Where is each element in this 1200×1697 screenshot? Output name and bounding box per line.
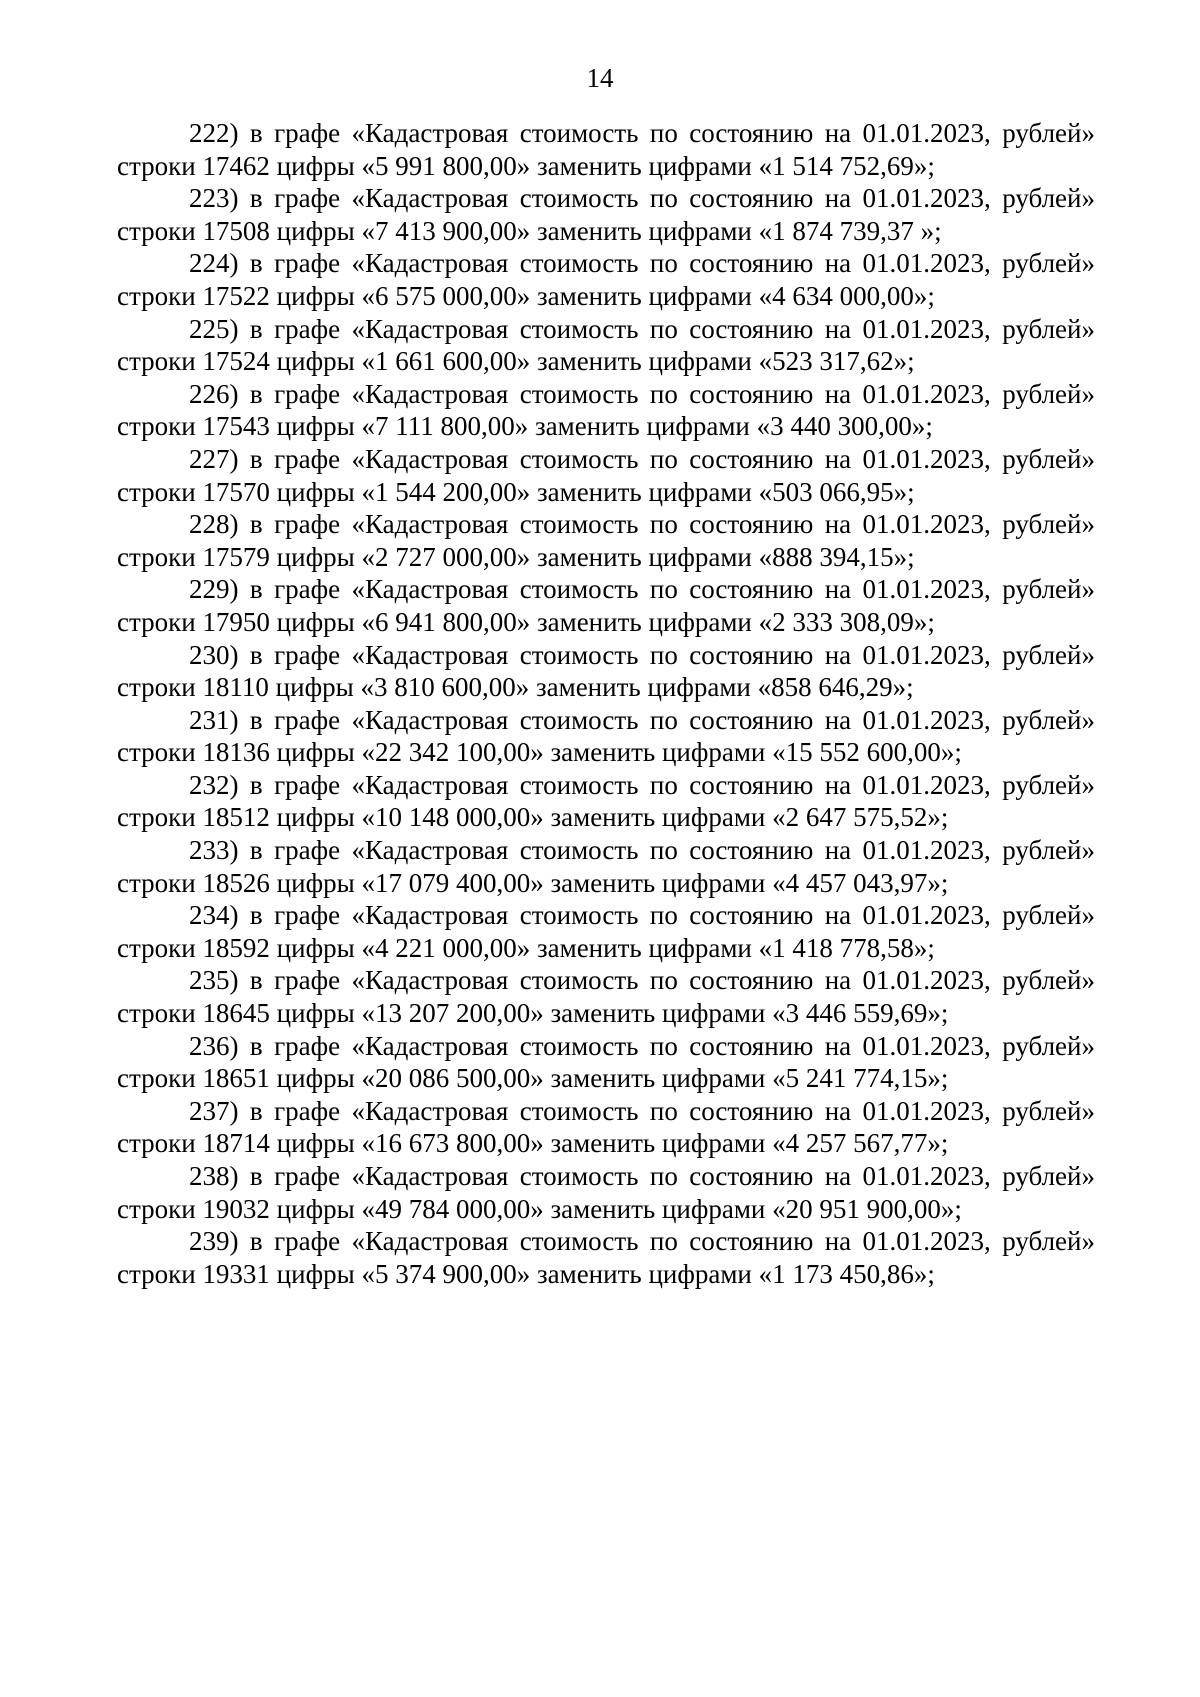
list-item: 227) в графе «Кадастровая стоимость по состоянию на 01.01.2023, рублей» строки 17570 цифры «1 544 200,00» заменить цифрами «503 066,95»; (117, 443, 1095, 507)
list-item: 233) в графе «Кадастровая стоимость по состоянию на 01.01.2023, рублей» строки 18526 цифры «17 079 400,00» заменить цифрами «4 457 043,97»; (117, 835, 1095, 898)
list-item: 229) в графе «Кадастровая стоимость по состоянию на 01.01.2023, рублей» строки 17950 цифры «6 941 800,00» заменить цифрами «2 333 308,09»; (117, 574, 1095, 637)
list-item: 222) в графе «Кадастровая стоимость по состоянию на 01.01.2023, рублей» строки 17462 цифры «5 991 800,00» заменить цифрами «1 514 752,69»; (117, 118, 1095, 181)
list-item: 234) в графе «Кадастровая стоимость по состоянию на 01.01.2023, рублей» строки 18592 цифры «4 221 000,00» заменить цифрами «1 418 778,58»; (117, 900, 1095, 963)
list-item: 226) в графе «Кадастровая стоимость по состоянию на 01.01.2023, рублей» строки 17543 цифры «7 111 800,00» заменить цифрами «3 440 300,00»; (117, 378, 1095, 442)
document-body (117, 117, 1095, 1290)
list-item: 224) в графе «Кадастровая стоимость по состоянию на 01.01.2023, рублей» строки 17522 цифры «6 575 000,00» заменить цифрами «4 634 000,00»; (117, 248, 1095, 311)
list-item: 225) в графе «Кадастровая стоимость по состоянию на 01.01.2023, рублей» строки 17524 цифры «1 661 600,00» заменить цифрами «523 317,62»; (117, 313, 1095, 377)
list-item: 237) в графе «Кадастровая стоимость по состоянию на 01.01.2023, рублей» строки 18714 цифры «16 673 800,00» заменить цифрами «4 257 567,77»; (117, 1095, 1095, 1159)
list-item: 238) в графе «Кадастровая стоимость по состоянию на 01.01.2023, рублей» строки 19032 цифры «49 784 000,00» заменить цифрами «20 951 900,00»; (117, 1161, 1095, 1224)
list-item: 235) в графе «Кадастровая стоимость по состоянию на 01.01.2023, рублей» строки 18645 цифры «13 207 200,00» заменить цифрами «3 446 559,69»; (117, 965, 1095, 1029)
list-item: 236) в графе «Кадастровая стоимость по состоянию на 01.01.2023, рублей» строки 18651 цифры «20 086 500,00» заменить цифрами «5 241 774,15»; (117, 1030, 1095, 1094)
list-item: 239) в графе «Кадастровая стоимость по состоянию на 01.01.2023, рублей» строки 19331 цифры «5 374 900,00» заменить цифрами «1 173 450,86»; (117, 1226, 1095, 1289)
list-item: 231) в графе «Кадастровая стоимость по состоянию на 01.01.2023, рублей» строки 18136 цифры «22 342 100,00» заменить цифрами «15 552 600,00»; (117, 704, 1095, 768)
page-number: 14 (586, 63, 614, 93)
list-item: 223) в графе «Кадастровая стоимость по состоянию на 01.01.2023, рублей» строки 17508 цифры «7 413 900,00» заменить цифрами «1 874 739,37 »; (117, 183, 1095, 246)
list-item: 228) в графе «Кадастровая стоимость по состоянию на 01.01.2023, рублей» строки 17579 цифры «2 727 000,00» заменить цифрами «888 394,15»; (117, 509, 1095, 572)
list-item: 232) в графе «Кадастровая стоимость по состоянию на 01.01.2023, рублей» строки 18512 цифры «10 148 000,00» заменить цифрами «2 647 575,52»; (117, 769, 1095, 833)
list-item: 230) в графе «Кадастровая стоимость по состоянию на 01.01.2023, рублей» строки 18110 цифры «3 810 600,00» заменить цифрами «858 646,29»; (117, 639, 1095, 703)
